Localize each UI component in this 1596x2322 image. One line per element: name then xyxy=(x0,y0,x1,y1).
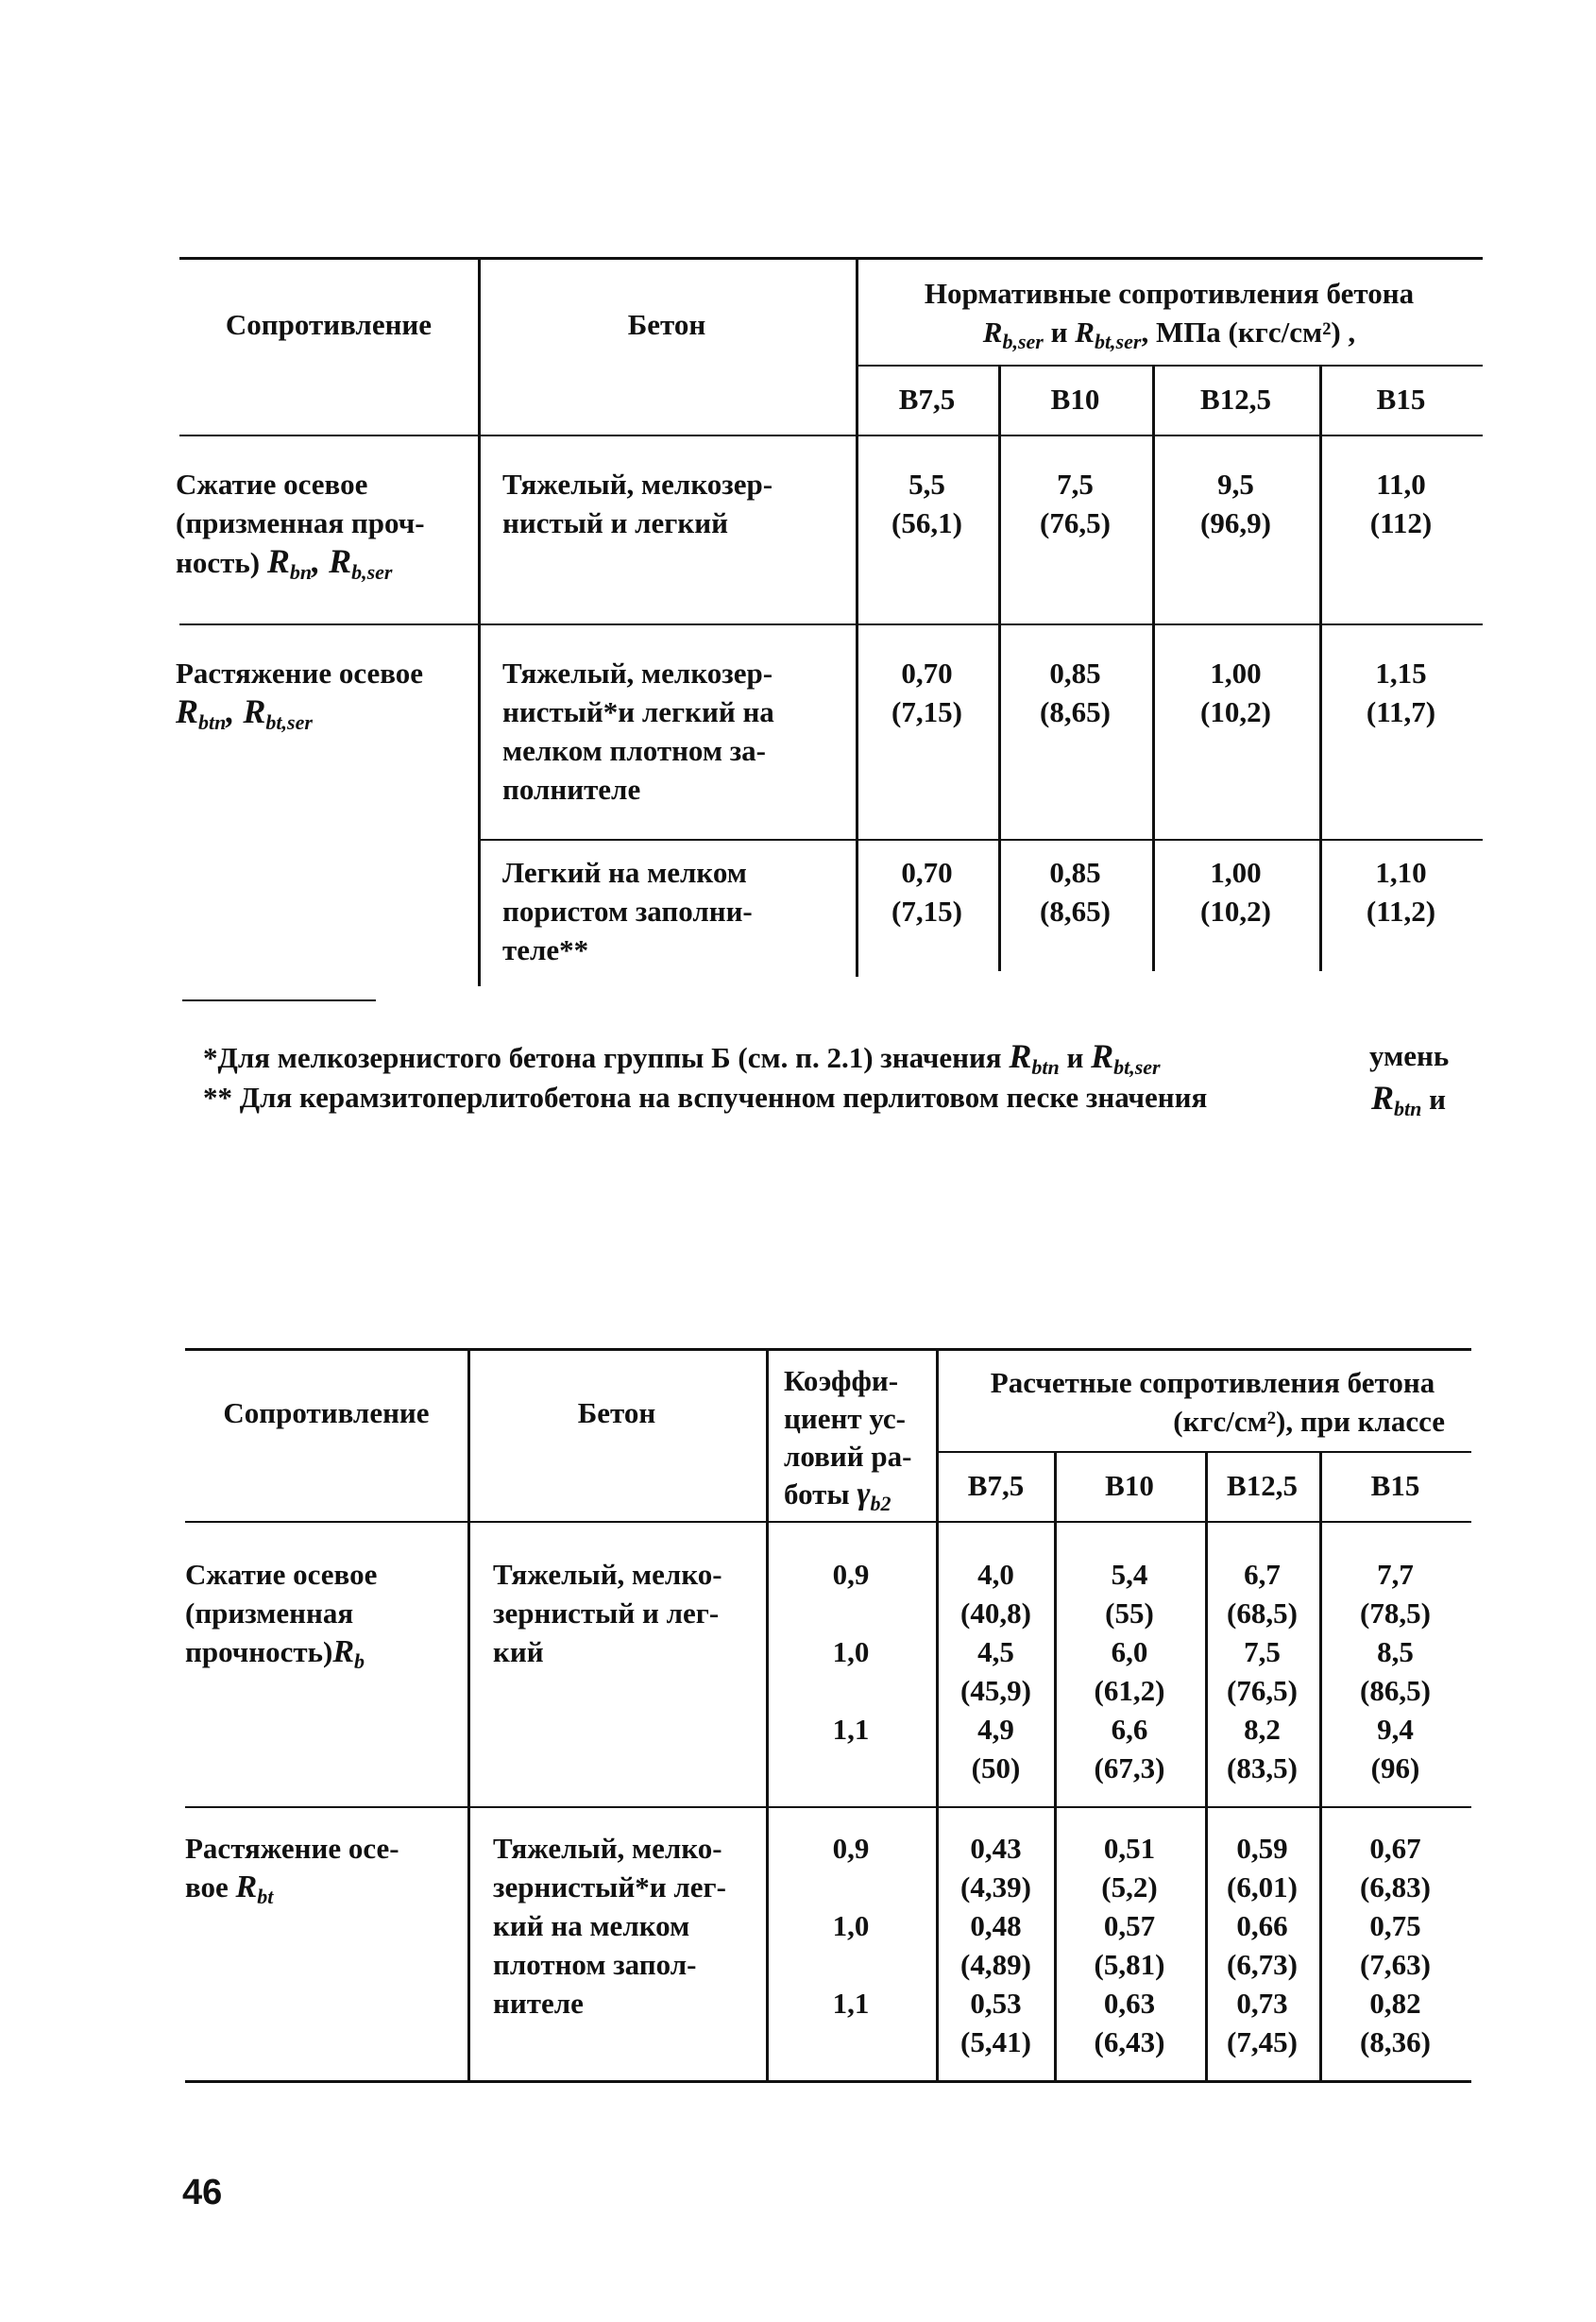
row-resistance: Сжатие осевое (призменная проч- ность) $R_{bn}$, $R_{b,ser}$ xyxy=(176,468,425,584)
value-cell: 7,7 (78,5) 8,5 (86,5) 9,4 (96) xyxy=(1360,1558,1431,1784)
footnote-2-end: $R_{btn}$ и xyxy=(1371,1079,1446,1120)
value-cell: 5,5 (56,1) xyxy=(891,468,962,539)
value-cell: 0,59 (6,01) 0,66 (6,73) 0,73 (7,45) xyxy=(1227,1832,1298,2058)
row-concrete: Тяжелый, мелкозер- нистый и легкий xyxy=(502,468,773,539)
value-cell: 0,43 (4,39) 0,48 (4,89) 0,53 (5,41) xyxy=(960,1832,1031,2058)
footnote-1: *Для мелкозернистого бетона группы Б (см. п. 2.1) значения $R_{btn}$ и $R_{bt,ser}$ xyxy=(203,1037,1161,1079)
footnote-divider xyxy=(182,999,376,1001)
class-header: B10 xyxy=(1105,1469,1154,1502)
header-concrete: Бетон xyxy=(577,1396,656,1429)
row-concrete: Тяжелый, мелко- зернистый и лег- кий xyxy=(493,1558,722,1668)
value-cell: 5,4 (55) 6,0 (61,2) 6,6 (67,3) xyxy=(1094,1558,1165,1784)
coef-cell: 0,9 1,0 1,1 xyxy=(832,1558,870,1746)
value-cell: 0,85 (8,65) xyxy=(1040,657,1111,728)
footnote-1-end: умень xyxy=(1369,1039,1450,1072)
row-concrete: Тяжелый, мелко- зернистый*и лег- кий на мелком плотном запол- нителе xyxy=(493,1832,726,2020)
header-resistance: Сопротивление xyxy=(225,308,433,341)
header-concrete: Бетон xyxy=(627,308,706,341)
value-cell: 0,67 (6,83) 0,75 (7,63) 0,82 (8,36) xyxy=(1360,1832,1431,2058)
class-header: B7,5 xyxy=(967,1469,1025,1502)
value-cell: 1,00 (10,2) xyxy=(1200,657,1271,728)
value-cell: 7,5 (76,5) xyxy=(1040,468,1111,539)
value-cell: 1,10 (11,2) xyxy=(1366,856,1436,928)
page-number: 46 xyxy=(182,2173,223,2212)
value-cell: 0,70 (7,15) xyxy=(891,856,962,928)
class-header: B15 xyxy=(1370,1469,1420,1502)
class-header: B12,5 xyxy=(1200,383,1271,416)
class-header: B10 xyxy=(1050,383,1100,416)
header-resistance: Сопротивление xyxy=(223,1396,430,1429)
value-cell: 0,51 (5,2) 0,57 (5,81) 0,63 (6,43) xyxy=(1094,1832,1165,2058)
value-cell: 6,7 (68,5) 7,5 (76,5) 8,2 (83,5) xyxy=(1227,1558,1298,1784)
header-coefficient: Коэффи- циент ус- ловий ра- боты $\gamma_{b2}$ xyxy=(784,1364,912,1515)
value-cell: 9,5 (96,9) xyxy=(1200,468,1271,539)
value-cell: 11,0 (112) xyxy=(1369,468,1433,539)
class-header: B15 xyxy=(1376,383,1426,416)
class-header: B7,5 xyxy=(898,383,956,416)
row-resistance: Сжатие осевое (призменная $прочность)R_b$ xyxy=(185,1558,378,1673)
row-resistance: Растяжение осевое $R_{btn}$, $R_{bt,ser}$ xyxy=(176,657,424,734)
footnote-2: ** Для керамзитоперлитобетона на вспученном перлитовом песке значения xyxy=(203,1081,1208,1114)
value-cell: 1,00 (10,2) xyxy=(1200,856,1271,928)
value-cell: 1,15 (11,7) xyxy=(1366,657,1436,728)
row-concrete: Тяжелый, мелкозер- нистый*и легкий на мелком плотном за- полнителе xyxy=(502,657,774,806)
row-concrete: Легкий на мелком пористом заполни- теле** xyxy=(502,856,753,966)
value-cell: 0,85 (8,65) xyxy=(1040,856,1111,928)
coef-cell: 0,9 1,0 1,1 xyxy=(832,1832,870,2020)
class-header: B12,5 xyxy=(1227,1469,1298,1502)
value-cell: 0,70 (7,15) xyxy=(891,657,962,728)
header-normative: Нормативные сопротивления бетона $R_{b,ser}$ и $R_{bt,ser}$, МПа (кгс/см²) , xyxy=(924,277,1415,353)
row-resistance: Растяжение осе- вое $R_{bt}$ xyxy=(185,1832,399,1908)
value-cell: 4,0 (40,8) 4,5 (45,9) 4,9 (50) xyxy=(960,1558,1031,1784)
header-design: Расчетные сопротивления бетона (кгс/см²), при классе xyxy=(990,1366,1445,1438)
